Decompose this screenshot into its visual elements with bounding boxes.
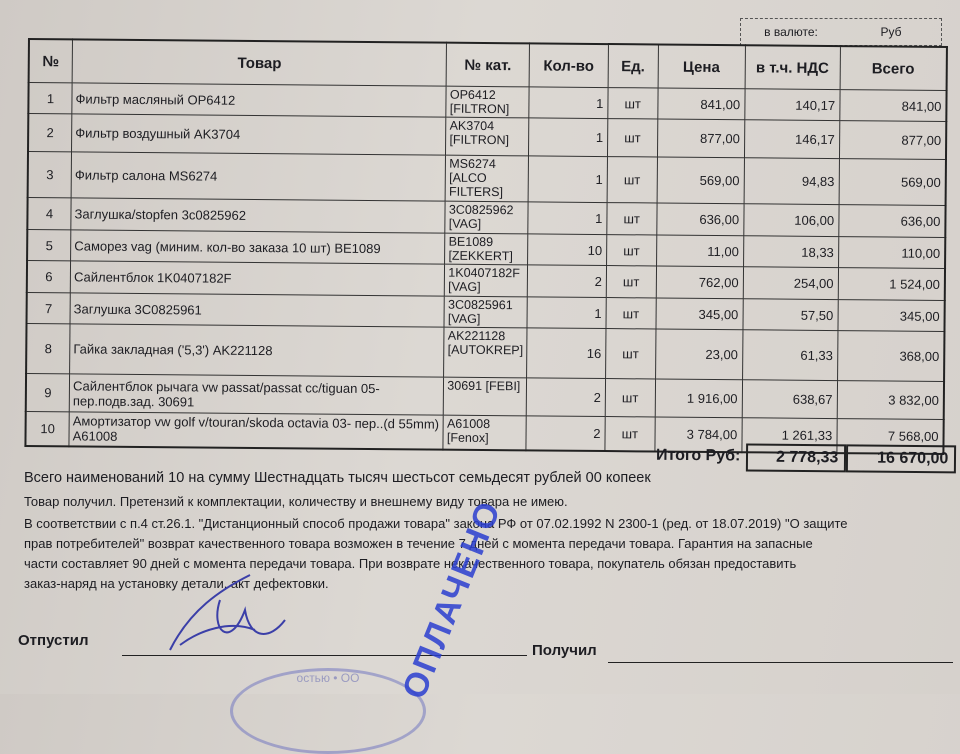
cell-qty: 1 [528, 202, 607, 235]
cell-total: 569,00 [839, 159, 946, 206]
cell-n: 1 [28, 83, 72, 114]
cell-qty: 1 [528, 118, 607, 157]
cell-name: Гайка закладная ('5,3') AK221128 [70, 324, 445, 377]
totals-sum: 16 670,00 [846, 444, 956, 473]
cell-unit: шт [605, 417, 655, 451]
currency-label: в валюте: [764, 25, 818, 39]
received-by-label: Получил [532, 642, 597, 659]
paid-stamp: ОПЛАЧЕНО [395, 495, 510, 705]
cell-cat: 3C0825962 [VAG] [445, 201, 528, 234]
cell-vat: 638,67 [742, 380, 837, 419]
cell-price: 877,00 [657, 119, 744, 158]
cell-unit: шт [606, 298, 656, 329]
cell-total: 7 568,00 [837, 419, 944, 454]
cell-name: Амортизатор vw golf v/touran/skoda octavia 03- пер..(d 55mm) A61008 [69, 412, 444, 449]
currency-box [740, 18, 942, 46]
law-text-4: заказ-наряд на установку детали, акт дефектовки. [24, 576, 329, 591]
cell-n: 7 [27, 292, 71, 323]
cell-name: Саморез vag (миним. кол-во заказа 10 шт) BE1089 [71, 230, 446, 264]
cell-qty: 2 [526, 416, 605, 451]
cell-unit: шт [608, 88, 658, 119]
cell-price: 762,00 [656, 266, 743, 299]
cell-n: 10 [25, 411, 69, 445]
law-text-3: части составляет 90 дней с момента передачи товара. При возврате некачественного товара, покупатель обязан предоставить [24, 556, 797, 571]
cell-vat: 57,50 [743, 299, 838, 331]
cell-total: 636,00 [838, 205, 945, 238]
column-header: Всего [840, 46, 947, 90]
cell-cat: 3C0825961 [VAG] [444, 296, 527, 328]
items-table [24, 38, 948, 455]
cell-qty: 1 [527, 297, 606, 329]
cell-cat: OP6412 [FILTRON] [446, 86, 529, 118]
cell-total: 368,00 [837, 331, 944, 382]
released-by-label: Отпустил [18, 632, 89, 649]
cell-cat: BE1089 [ZEKKERT] [445, 233, 528, 265]
totals-label: Итого Руб: [655, 446, 741, 465]
signature-scribble [160, 570, 300, 660]
law-text-2: прав потребителей" возврат качественного товара возможен в течение 7 дней с момента передачи товара. Гарантия на запасные [24, 536, 813, 551]
cell-n: 9 [26, 373, 70, 411]
cell-qty: 1 [529, 87, 608, 119]
cell-unit: шт [606, 329, 656, 379]
law-text-1: В соответствии с п.4 ст.26.1. "Дистанционный способ продажи товара" закона РФ от 07.02.1992 N 2300-1 (ред. от 18.07.2019) "О защите [24, 516, 848, 531]
cell-cat: A61008 [Fenox] [443, 415, 526, 450]
cell-name: Заглушка/stopfen 3c0825962 [71, 198, 446, 233]
cell-n: 6 [27, 261, 71, 293]
cell-cat: MS6274 [ALCO FILTERS] [445, 155, 528, 202]
cell-name: Фильтр воздушный AK3704 [72, 114, 447, 155]
cell-total: 1 524,00 [838, 268, 945, 301]
cell-qty: 2 [527, 265, 606, 298]
cell-name: Сайлентблок рычага vw passat/passat cc/tiguan 05- пер.подв.зад. 30691 [69, 374, 444, 415]
currency-value: Руб [880, 25, 902, 39]
column-header: Товар [72, 39, 447, 86]
cell-n: 3 [28, 152, 72, 198]
table-row [28, 152, 946, 206]
cell-vat: 146,17 [744, 120, 839, 159]
totals-row [650, 443, 957, 474]
received-statement: Товар получил. Претензий к комплектации, количеству и внешнему виду товара не имею. [24, 494, 568, 509]
cell-n: 2 [28, 114, 72, 152]
seal-text: остью • ОО [296, 671, 360, 685]
column-header: в т.ч. НДС [745, 45, 840, 89]
cell-cat: 30691 [FEBI] [444, 377, 527, 416]
cell-total: 841,00 [839, 90, 946, 122]
cell-price: 841,00 [657, 88, 744, 120]
cell-vat: 61,33 [742, 330, 837, 381]
cell-vat: 106,00 [744, 204, 839, 237]
cell-cat: AK221128 [AUTOKREP] [444, 327, 527, 378]
cell-qty: 1 [528, 156, 608, 203]
cell-total: 877,00 [839, 121, 946, 160]
column-header: Кол-во [529, 43, 609, 87]
cell-name: Фильтр масляный OP6412 [72, 83, 447, 117]
cell-qty: 2 [526, 378, 605, 417]
column-header: № кат. [446, 43, 529, 87]
cell-unit: шт [605, 379, 655, 417]
cell-vat: 1 261,33 [742, 418, 837, 453]
cell-vat: 94,83 [744, 158, 839, 205]
sum-in-words: Всего наименований 10 на сумму Шестнадцать тысяч шестьсот семьдесят рублей 00 копеек [24, 470, 651, 486]
totals-vat: 2 778,33 [746, 444, 846, 473]
cell-price: 636,00 [656, 203, 743, 236]
cell-unit: шт [606, 266, 656, 298]
cell-price: 569,00 [657, 157, 745, 204]
column-header: № [29, 39, 73, 83]
cell-qty: 16 [526, 328, 606, 379]
cell-total: 3 832,00 [837, 381, 944, 420]
cell-unit: шт [607, 119, 657, 157]
cell-price: 23,00 [655, 329, 743, 380]
cell-qty: 10 [527, 234, 606, 266]
cell-name: Заглушка 3C0825961 [70, 293, 445, 327]
cell-vat: 140,17 [745, 89, 840, 121]
cell-unit: шт [607, 203, 657, 235]
cell-name: Сайлентблок 1K0407182F [70, 261, 445, 296]
round-seal [230, 668, 426, 754]
cell-price: 11,00 [656, 235, 743, 267]
cell-vat: 254,00 [743, 267, 838, 300]
cell-unit: шт [607, 157, 657, 203]
cell-cat: 1K0407182F [VAG] [445, 264, 528, 297]
cell-price: 3 784,00 [654, 417, 741, 452]
cell-total: 110,00 [838, 237, 945, 269]
cell-total: 345,00 [838, 300, 945, 332]
received-signature-line [608, 662, 953, 663]
cell-unit: шт [607, 235, 657, 266]
cell-n: 5 [27, 230, 71, 261]
cell-name: Фильтр салона MS6274 [71, 152, 446, 201]
column-header: Цена [658, 44, 746, 88]
cell-price: 345,00 [656, 298, 743, 330]
cell-n: 4 [27, 198, 71, 230]
cell-vat: 18,33 [743, 236, 838, 268]
table-row [26, 323, 944, 381]
cell-cat: AK3704 [FILTRON] [446, 117, 529, 156]
column-header: Ед. [608, 44, 658, 88]
cell-n: 8 [26, 323, 70, 373]
cell-price: 1 916,00 [655, 379, 742, 418]
